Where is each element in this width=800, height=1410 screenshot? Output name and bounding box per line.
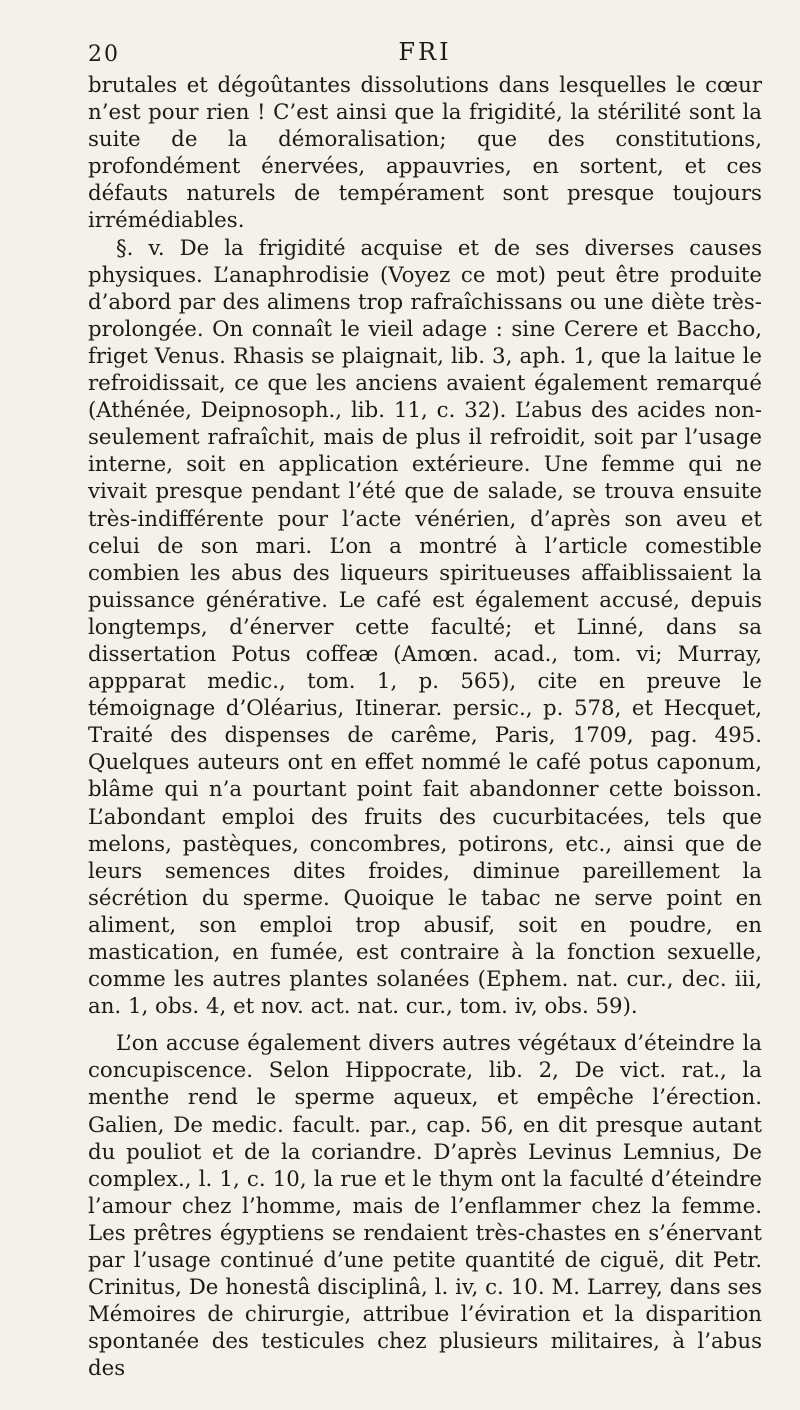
paragraph-section-v: §. v. De la frigidité acquise et de ses diverses causes physiques. L’anaphrodisie (Voyez ce mot) peut être produite d’abord par des alimens trop rafraîchissans ou une diète très-prolongée. On connaît le vieil adage : sine Cerere et Baccho, friget Venus. Rhasis se plaignait, lib. 3, aph. 1, que la laitue le refroidissait, ce que les anciens avaient également remarqué (Athénée, Deipnosoph., lib. 11, c. 32). L’abus des acides non-seulement rafraîchit, mais de plus il refroidit, soit par l’usage interne, soit en application extérieure. Une femme qui ne vivait presque pendant l’été que de salade, se trouva ensuite très-indifférente pour l’acte vénérien, d’après son aveu et celui de son mari. L’on a montré à l’article comestible combien les abus des liqueurs spiritueuses affaiblissaient la puissance générative. Le café est également accusé, depuis longtemps, d’énerver cette faculté; et Linné, dans sa dissertation Potus coffeæ (Amœn. acad., tom. vi; Murray, appparat medic., tom. 1, p. 565), cite en preuve le témoignage d’Oléarius, Itinerar. persic., p. 578, et Hecquet, Traité des dispenses de carême, Paris, 1709, pag. 495. Quelques auteurs ont en effet nommé le café potus caponum, blâme qui n’a pourtant point fait abandonner cette boisson. L’abondant emploi des fruits des cucurbitacées, tels que melons, pastèques, concombres, potirons, etc., ainsi que de leurs semences dites froides, diminue pareillement la sécrétion du sperme. Quoique le tabac ne serve point en aliment, son emploi trop abusif, soit en poudre, en mastication, en fumée, est contraire à la fonction sexuelle, comme les autres plantes solanées (Ephem. nat. cur., dec. iii, an. 1, obs. 4, et nov. act. nat. cur., tom. iv, obs. 59).	[88, 235, 762, 1020]
body-text	[88, 72, 762, 1383]
running-head	[88, 38, 762, 72]
paragraph-continuation: brutales et dégoûtantes dissolutions dans lesquelles le cœur n’est pour rien ! C’est ainsi que la frigidité, la stérilité sont la suite de la démoralisation; que des constitutions, profondément énervées, appauvries, en sortent, et ces défauts naturels de tempérament sont presque toujours irrémédiables.	[88, 73, 762, 234]
paragraph-vegetables: L’on accuse également divers autres végétaux d’éteindre la concupiscence. Selon Hippocrate, lib. 2, De vict. rat., la menthe rend le sperme aqueux, et empêche l’érection. Galien, De medic. facult. par., cap. 56, en dit presque autant du pouliot et de la coriandre. D’après Levinus Lemnius, De complex., l. 1, c. 10, la rue et le thym ont la faculté d’éteindre l’amour chez l’homme, mais de l’enflammer chez la femme. Les prêtres égyptiens se rendaient très-chastes en s’énervant par l’usage continué d’une petite quantité de ciguë, dit Petr. Crinitus, De honestâ disciplinâ, l. iv, c. 10. M. Larrey, dans ses Mémoires de chirurgie, attribue l’éviration et la disparition spontanée des testicules chez plusieurs militaires, à l’abus des	[88, 1031, 762, 1382]
page-number: 20	[88, 42, 120, 67]
running-head-word: FRI	[398, 38, 452, 66]
